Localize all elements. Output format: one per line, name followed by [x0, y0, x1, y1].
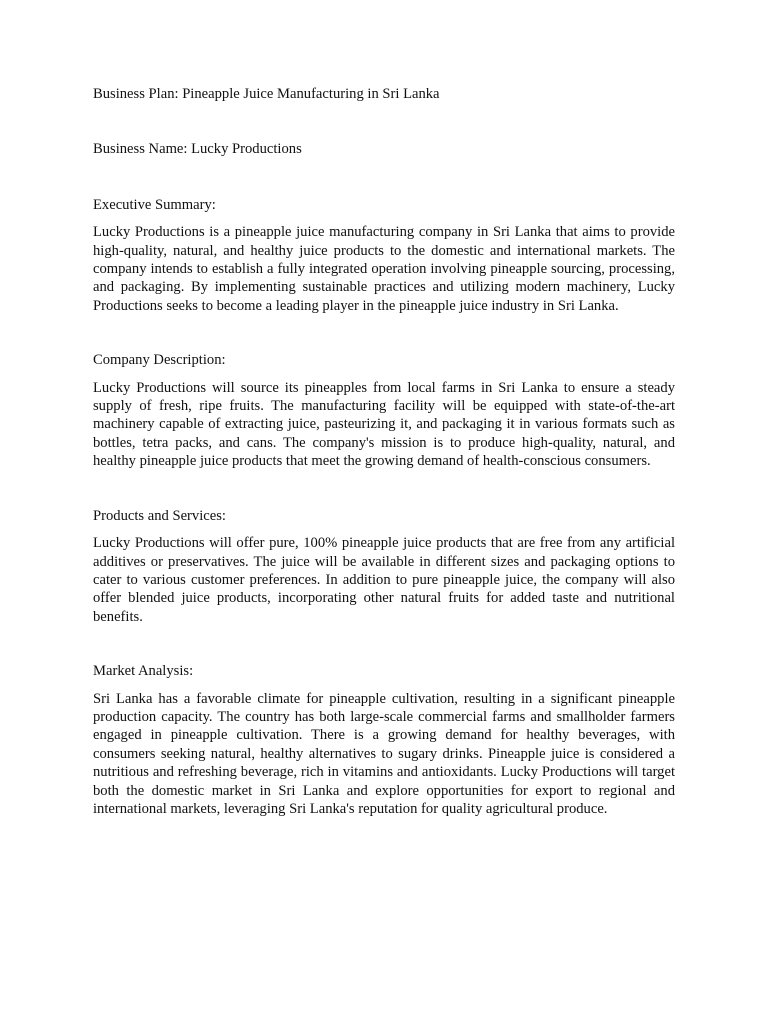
- document-title: Business Plan: Pineapple Juice Manufacturing in Sri Lanka: [93, 86, 440, 102]
- section-body-products-services: Lucky Productions will offer pure, 100% pineapple juice products that are free from any artificial additives or preservatives. The juice will be available in different sizes and packaging options to cater to various customer preferences. In addition to pure pineapple juice, the company will also offer blended juice products, incorporating other natural fruits for added taste and nutritional benefits.: [93, 535, 675, 625]
- document-page: [93, 85, 675, 818]
- section-heading-market-analysis: Market Analysis:: [93, 663, 194, 680]
- section-heading-company-description: Company Description:: [93, 352, 226, 369]
- section-heading-products-services: Products and Services:: [93, 507, 226, 524]
- section-heading-executive-summary: Executive Summary:: [93, 196, 216, 213]
- section-body-market-analysis: Sri Lanka has a favorable climate for pineapple cultivation, resulting in a significant pineapple production capacity. The country has both large-scale commercial farms and smallholder farmers engaged in pineapple cultivation. There is a growing demand for healthy beverages, with consumers seeking natural, healthy alternatives to sugary drinks. Pineapple juice is considered a nutritious and refreshing beverage, rich in vitamins and antioxidants. Lucky Productions will target both the domestic market in Sri Lanka and explore opportunities for export to regional and international markets, leveraging Sri Lanka's reputation for quality agricultural produce.: [93, 690, 675, 817]
- business-name: Business Name: Lucky Productions: [93, 141, 302, 158]
- section-body-company-description: Lucky Productions will source its pineapples from local farms in Sri Lanka to ensure a steady supply of fresh, ripe fruits. The manufacturing facility will be equipped with state-of-the-art machinery capable of extracting juice, pasteurizing it, and packaging it in various formats such as bottles, tetra packs, and cans. The company's mission is to produce high-quality, natural, and healthy pineapple juice products that meet the growing demand of health-conscious consumers.: [93, 379, 675, 470]
- section-body-executive-summary: Lucky Productions is a pineapple juice manufacturing company in Sri Lanka that aims to provide high-quality, natural, and healthy juice products to the domestic and international markets. The company intends to establish a fully integrated operation involving pineapple sourcing, processing, and packaging. By implementing sustainable practices and utilizing modern machinery, Lucky Productions seeks to become a leading player in the pineapple juice industry in Sri Lanka.: [93, 224, 675, 314]
